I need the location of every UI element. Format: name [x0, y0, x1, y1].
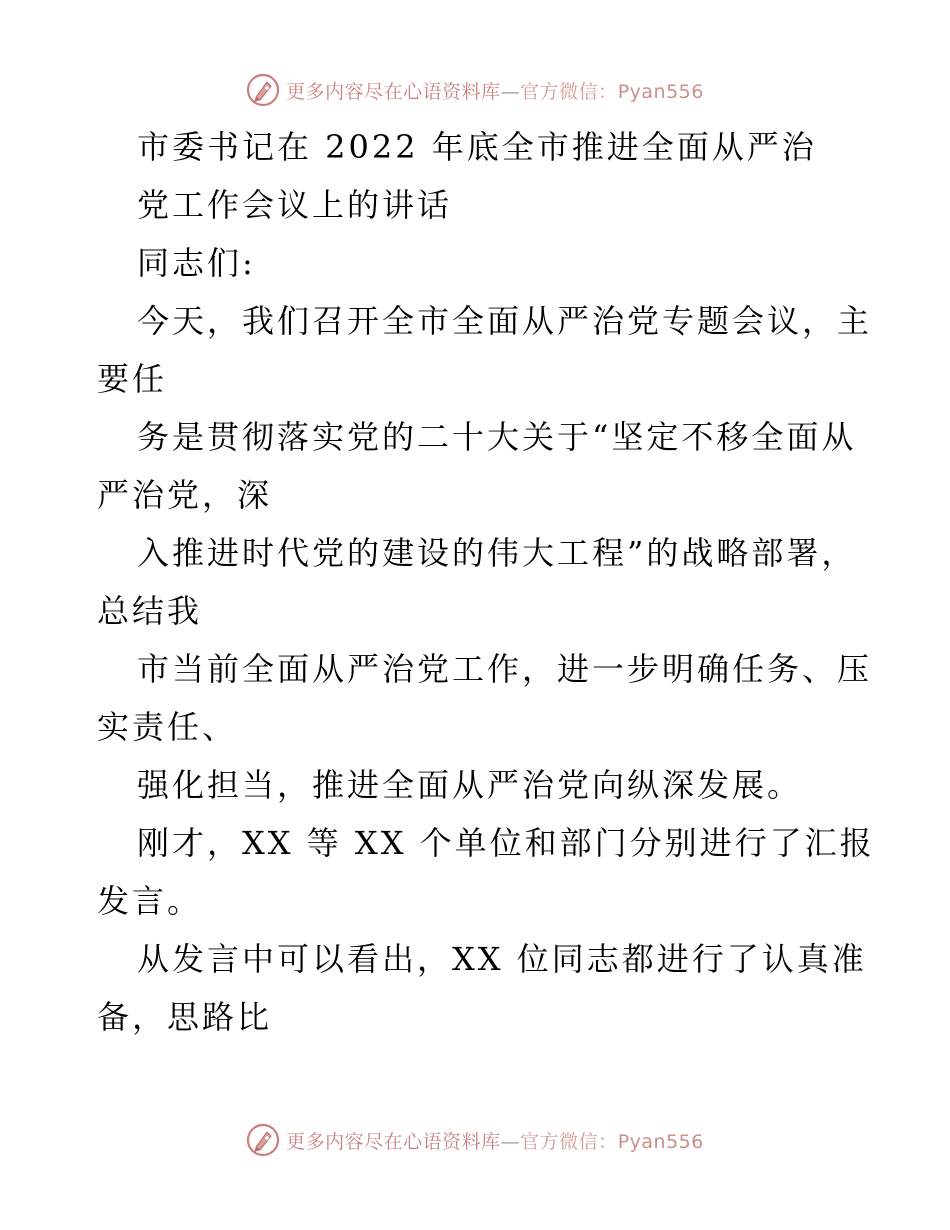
document-line: 务是贯彻落实党的二十大关于“坚定不移全面从 — [137, 418, 857, 456]
watermark-wechat-handle: Pyan556 — [617, 1130, 704, 1153]
document-line: 总结我 — [97, 592, 203, 630]
document-line: 今天，我们召开全市全面从严治党专题会议，主 — [137, 302, 873, 340]
document-line: 严治党，深 — [97, 476, 273, 514]
document-body — [97, 118, 887, 1046]
document-line: 同志们: — [137, 244, 256, 282]
watermark-text — [286, 77, 704, 104]
document-line: 从发言中可以看出，XX 位同志都进行了认真准 — [137, 940, 867, 978]
document-line: 党工作会议上的讲话 — [137, 186, 453, 224]
watermark-site-text: 更多内容尽在心语资料库 — [286, 80, 501, 103]
document-line: 入推进时代党的建设的伟大工程”的战略部署， — [137, 534, 857, 572]
watermark-site-text: 更多内容尽在心语资料库 — [286, 1130, 501, 1153]
watermark-text — [286, 1127, 704, 1154]
watermark-wechat-handle: Pyan556 — [617, 80, 704, 103]
document-line: 市委书记在 2022 年底全市推进全面从严治 — [137, 128, 817, 166]
watermark-wechat-label: 官方微信： — [520, 1130, 618, 1153]
document-line: 市当前全面从严治党工作，进一步明确任务、压 — [137, 650, 873, 688]
watermark-dash: — — [500, 80, 521, 103]
document-line: 实责任、 — [97, 708, 238, 746]
document-line: 备，思路比 — [97, 998, 273, 1036]
document-line: 强化担当，推进全面从严治党向纵深发展。 — [137, 766, 803, 804]
watermark-dash: — — [500, 1130, 521, 1153]
watermark-wechat-label: 官方微信： — [520, 80, 618, 103]
header-watermark — [0, 70, 950, 110]
fountain-pen-icon — [246, 1123, 280, 1157]
document-line: 要任 — [97, 360, 168, 398]
footer-watermark — [0, 1120, 950, 1160]
fountain-pen-icon — [246, 73, 280, 107]
document-line: 刚才，XX 等 XX 个单位和部门分别进行了汇报 — [137, 824, 875, 862]
document-line: 发言。 — [97, 882, 203, 920]
